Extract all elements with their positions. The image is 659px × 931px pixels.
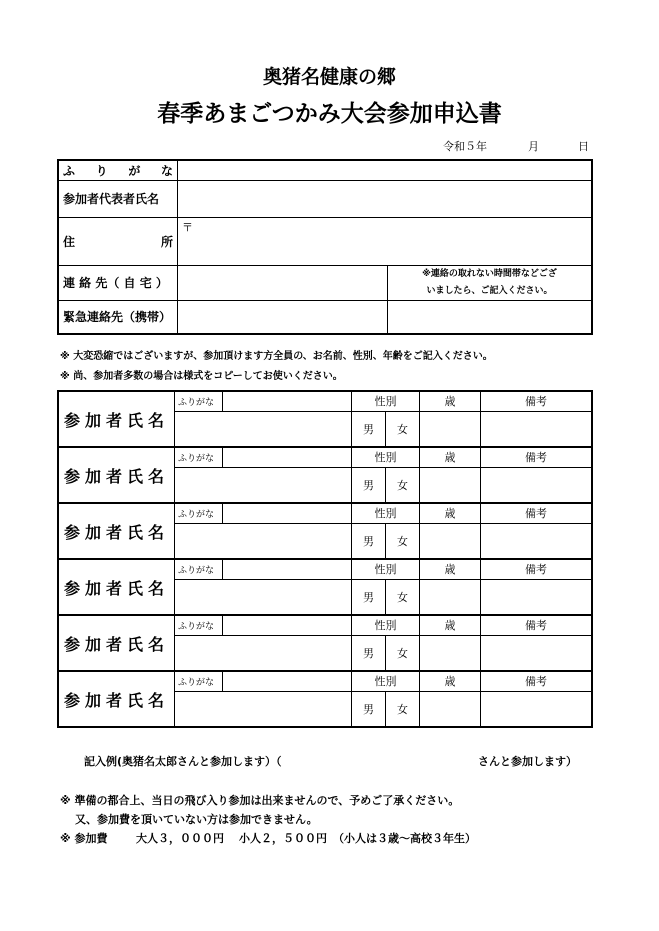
contact-note: ※連絡の取れない時間帯などござ いましたら、ご記入ください。 — [388, 265, 593, 300]
remarks-field[interactable] — [481, 411, 593, 447]
footer-note-2: 又、参加費を頂いていない方は参加できません。 — [75, 813, 318, 826]
note-line-1: ※ 大変恐縮ではございますが、参加頂けます方全員の、お名前、性別、年齢をご記入ください。 — [60, 351, 493, 362]
sex-male-option[interactable]: 男 — [352, 523, 386, 559]
fee-child: 小人２，５００円 — [239, 832, 327, 845]
participant-name-field[interactable] — [175, 411, 352, 447]
sex-female-option[interactable]: 女 — [386, 523, 420, 559]
contact-home-label: 連 絡 先（ 自 宅 ） — [58, 265, 178, 300]
footer-note-1: ※ 準備の都合上、当日の飛び入り参加は出来ませんので、予めご了承ください。 — [60, 794, 460, 807]
participant-furigana-field[interactable] — [223, 671, 352, 691]
applicant-info-table — [57, 159, 593, 335]
age-header: 歳 — [420, 503, 481, 523]
postal-mark: 〒 — [182, 220, 193, 234]
sex-male-option[interactable]: 男 — [352, 635, 386, 671]
age-header: 歳 — [420, 615, 481, 635]
participant-furigana-field[interactable] — [223, 503, 352, 523]
furigana-small-label: ふりがな — [175, 503, 223, 523]
remarks-header: 備考 — [481, 559, 593, 579]
participant-name-label: 参加者氏名 — [58, 503, 175, 559]
sex-female-option[interactable]: 女 — [386, 467, 420, 503]
participant-name-field[interactable] — [175, 635, 352, 671]
fee-adult: 大人３，０００円 — [136, 832, 224, 845]
age-field[interactable] — [420, 691, 481, 727]
age-field[interactable] — [420, 467, 481, 503]
note-line-2: ※ 尚、参加者多数の場合は様式をコピーしてお使いください。 — [60, 371, 343, 382]
remarks-header: 備考 — [481, 615, 593, 635]
furigana-small-label: ふりがな — [175, 559, 223, 579]
address-field[interactable] — [178, 217, 593, 265]
participant-name-field[interactable] — [175, 579, 352, 615]
participant-name-label: 参加者氏名 — [58, 671, 175, 727]
remarks-field[interactable] — [481, 579, 593, 615]
age-field[interactable] — [420, 635, 481, 671]
age-header: 歳 — [420, 671, 481, 691]
furigana-small-label: ふりがな — [175, 671, 223, 691]
sex-male-option[interactable]: 男 — [352, 579, 386, 615]
fee-label: ※ 参加費 — [60, 832, 108, 845]
fee-child-note: （小人は３歳～高校３年生） — [333, 832, 476, 845]
sex-male-option[interactable]: 男 — [352, 467, 386, 503]
participants-table — [57, 390, 593, 728]
contact-home-field[interactable] — [178, 265, 388, 300]
date-month: 月 — [528, 140, 539, 153]
emergency-contact-extra[interactable] — [388, 300, 593, 334]
emergency-contact-field[interactable] — [178, 300, 388, 334]
furigana-small-label: ふりがな — [175, 447, 223, 467]
participant-name-field[interactable] — [175, 467, 352, 503]
participant-furigana-field[interactable] — [223, 391, 352, 411]
remarks-field[interactable] — [481, 691, 593, 727]
date-day: 日 — [578, 140, 589, 153]
remarks-header: 備考 — [481, 503, 593, 523]
sex-header: 性別 — [352, 447, 420, 467]
age-field[interactable] — [420, 579, 481, 615]
participant-name-field[interactable] — [175, 523, 352, 559]
participant-furigana-field[interactable] — [223, 559, 352, 579]
participant-name-label: 参加者氏名 — [58, 615, 175, 671]
participant-furigana-field[interactable] — [223, 615, 352, 635]
furigana-small-label: ふりがな — [175, 615, 223, 635]
example-suffix: さんと参加します） — [478, 755, 577, 768]
sex-header: 性別 — [352, 559, 420, 579]
participant-name-label: 参加者氏名 — [58, 559, 175, 615]
sex-header: 性別 — [352, 391, 420, 411]
furigana-label: ふ り が な — [58, 160, 178, 180]
address-label: 住 所 — [58, 217, 178, 265]
form-main-title: 春季あまごつかみ大会参加申込書 — [157, 101, 502, 127]
sex-male-option[interactable]: 男 — [352, 411, 386, 447]
sex-female-option[interactable]: 女 — [386, 411, 420, 447]
rep-name-label: 参加者代表者氏名 — [58, 180, 178, 217]
remarks-field[interactable] — [481, 635, 593, 671]
age-header: 歳 — [420, 391, 481, 411]
age-field[interactable] — [420, 523, 481, 559]
emergency-contact-label: 緊急連絡先（携帯） — [58, 300, 178, 334]
form-facility-title: 奥猪名健康の郷 — [262, 66, 396, 88]
sex-header: 性別 — [352, 503, 420, 523]
age-field[interactable] — [420, 411, 481, 447]
participant-name-label: 参加者氏名 — [58, 391, 175, 447]
sex-header: 性別 — [352, 615, 420, 635]
sex-female-option[interactable]: 女 — [386, 691, 420, 727]
furigana-field[interactable] — [178, 160, 593, 180]
participant-name-field[interactable] — [175, 691, 352, 727]
participant-name-label: 参加者氏名 — [58, 447, 175, 503]
age-header: 歳 — [420, 447, 481, 467]
rep-name-field[interactable] — [178, 180, 593, 217]
sex-female-option[interactable]: 女 — [386, 635, 420, 671]
remarks-field[interactable] — [481, 467, 593, 503]
remarks-header: 備考 — [481, 671, 593, 691]
date-era: 令和５年 — [443, 140, 487, 153]
participant-furigana-field[interactable] — [223, 447, 352, 467]
sex-male-option[interactable]: 男 — [352, 691, 386, 727]
example-prefix: 記入例(奥猪名太郎さんと参加します）（ — [84, 755, 282, 768]
age-header: 歳 — [420, 559, 481, 579]
sex-female-option[interactable]: 女 — [386, 579, 420, 615]
furigana-small-label: ふりがな — [175, 391, 223, 411]
remarks-header: 備考 — [481, 447, 593, 467]
sex-header: 性別 — [352, 671, 420, 691]
remarks-header: 備考 — [481, 391, 593, 411]
remarks-field[interactable] — [481, 523, 593, 559]
